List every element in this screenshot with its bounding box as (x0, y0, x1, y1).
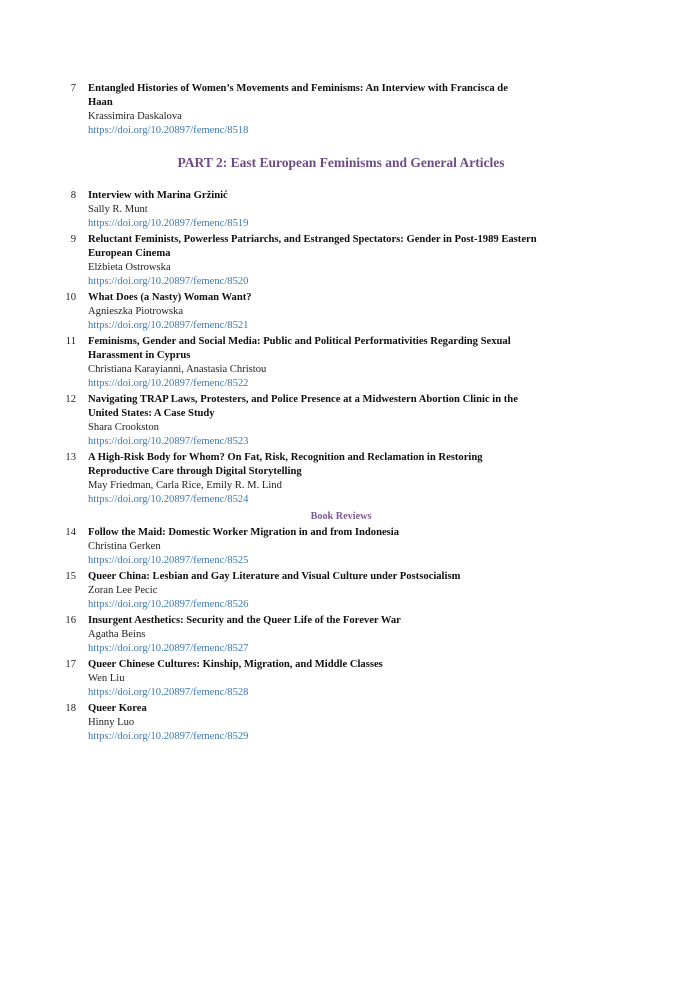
entry-number: 8 (70, 190, 76, 201)
entry-number: 18 (65, 703, 76, 714)
entry-number: 11 (65, 336, 76, 347)
entry-number: 13 (65, 452, 76, 463)
entry-number: 9 (70, 234, 76, 245)
entry-number: 16 (65, 615, 76, 626)
doi-link[interactable]: https://doi.org/10.20897/femenc/8529 (88, 731, 249, 742)
entry-number: 15 (65, 571, 76, 582)
article-title: A High-Risk Body for Whom? On Fat, Risk, Recognition and Reclamation in Restoring Reproductive Care through Digital Storytelling (88, 452, 483, 477)
article-title: Navigating TRAP Laws, Protesters, and Police Presence at a Midwestern Abortion Clinic in the United States: A Case Study (88, 394, 518, 419)
book-reviews-heading: Book Reviews (310, 511, 372, 522)
article-title: Reluctant Feminists, Powerless Patriarchs, and Estranged Spectators: Gender in Post-1989 Eastern European Cinema (88, 234, 537, 259)
article-title: Queer China: Lesbian and Gay Literature and Visual Culture under Postsocialism (88, 571, 461, 582)
article-title: Entangled Histories of Women’s Movements and Feminisms: An Interview with Francisca de Haan (88, 83, 508, 108)
article-author: Hinny Luo (88, 717, 135, 728)
doi-link[interactable]: https://doi.org/10.20897/femenc/8525 (88, 555, 249, 566)
article-author: Elżbieta Ostrowska (88, 262, 171, 273)
doi-link[interactable]: https://doi.org/10.20897/femenc/8522 (88, 378, 249, 389)
article-title: Queer Korea (88, 703, 147, 714)
article-author: May Friedman, Carla Rice, Emily R. M. Lind (88, 480, 282, 491)
entry-number: 10 (65, 292, 76, 303)
article-author: Agatha Beins (88, 629, 146, 640)
article-title: Feminisms, Gender and Social Media: Public and Political Performativities Regarding Sexual Harassment in Cyprus (88, 336, 511, 361)
article-author: Wen Liu (88, 673, 125, 684)
doi-link[interactable]: https://doi.org/10.20897/femenc/8528 (88, 687, 249, 698)
doi-link[interactable]: https://doi.org/10.20897/femenc/8521 (88, 320, 249, 331)
doi-link[interactable]: https://doi.org/10.20897/femenc/8519 (88, 218, 249, 229)
article-title: Queer Chinese Cultures: Kinship, Migration, and Middle Classes (88, 659, 383, 670)
article-author: Christina Gerken (88, 541, 161, 552)
article-author: Sally R. Munt (88, 204, 148, 215)
article-title: Interview with Marina Gržinić (88, 190, 228, 201)
entry-number: 12 (65, 394, 76, 405)
doi-link[interactable]: https://doi.org/10.20897/femenc/8518 (88, 125, 249, 136)
doi-link[interactable]: https://doi.org/10.20897/femenc/8524 (88, 494, 249, 505)
article-author: Krassimira Daskalova (88, 111, 182, 122)
article-author: Shara Crookston (88, 422, 159, 433)
entry-number: 7 (70, 83, 76, 94)
article-author: Zoran Lee Pecic (88, 585, 158, 596)
doi-link[interactable]: https://doi.org/10.20897/femenc/8523 (88, 436, 249, 447)
doi-link[interactable]: https://doi.org/10.20897/femenc/8527 (88, 643, 249, 654)
article-author: Christiana Karayianni, Anastasia Christou (88, 364, 267, 375)
article-title: Insurgent Aesthetics: Security and the Queer Life of the Forever War (88, 615, 401, 626)
article-title: Follow the Maid: Domestic Worker Migration in and from Indonesia (88, 527, 400, 538)
entry-number: 14 (65, 527, 76, 538)
part-heading: PART 2: East European Feminisms and General Articles (177, 155, 505, 170)
doi-link[interactable]: https://doi.org/10.20897/femenc/8520 (88, 276, 249, 287)
entry-number: 17 (65, 659, 76, 670)
article-author: Agnieszka Piotrowska (88, 306, 184, 317)
doi-link[interactable]: https://doi.org/10.20897/femenc/8526 (88, 599, 249, 610)
article-title: What Does (a Nasty) Woman Want? (88, 292, 252, 303)
